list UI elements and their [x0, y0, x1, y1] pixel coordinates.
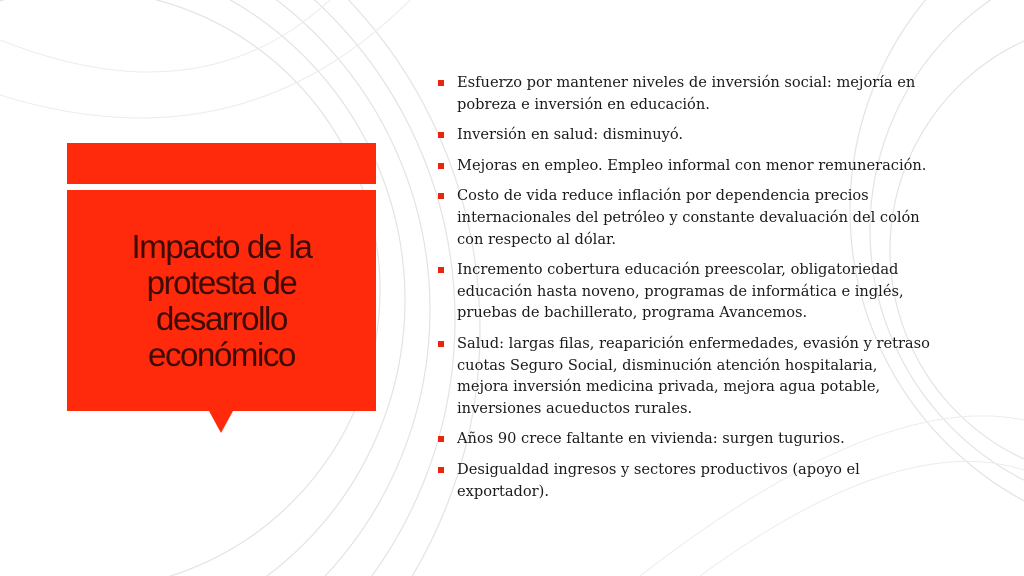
square-bullet-icon — [438, 80, 444, 86]
bullet-item — [437, 333, 932, 419]
bullet-item — [437, 124, 932, 146]
square-bullet-icon — [438, 267, 444, 273]
square-bullet-icon — [438, 341, 444, 347]
bullet-item — [437, 259, 932, 324]
bullet-item — [437, 72, 932, 115]
bullet-text: Costo de vida reduce inflación por dependencia precios internacionales del petróleo y constante devaluación del colón con respecto al dólar. — [457, 187, 920, 248]
square-bullet-icon — [438, 193, 444, 199]
bullet-text: Esfuerzo por mantener niveles de inversión social: mejoría en pobreza e inversión en educación. — [457, 74, 916, 113]
accent-band — [67, 143, 376, 184]
square-bullet-icon — [438, 132, 444, 138]
bullet-text: Inversión en salud: disminuyó. — [457, 126, 684, 144]
bullet-list — [437, 72, 932, 511]
bullet-item — [437, 459, 932, 502]
bullet-text: Mejoras en empleo. Empleo informal con menor remuneración. — [457, 156, 927, 174]
bullet-item — [437, 155, 932, 177]
bullet-text: Años 90 crece faltante en vivienda: surgen tugurios. — [457, 430, 845, 448]
title-pointer — [209, 411, 233, 433]
title-box — [67, 190, 376, 411]
bullet-text: Desigualdad ingresos y sectores productivos (apoyo el exportador). — [457, 460, 860, 500]
square-bullet-icon — [438, 163, 444, 169]
bullet-item — [437, 185, 932, 250]
square-bullet-icon — [438, 436, 444, 442]
square-bullet-icon — [438, 467, 444, 473]
slide-title: Impacto de la protesta de desarrollo económico — [131, 227, 312, 373]
bullet-text: Incremento cobertura educación preescolar, obligatoriedad educación hasta noveno, programas de informática e inglés, pruebas de bachillerato, programa Avancemos. — [457, 261, 904, 322]
bullet-item — [437, 428, 932, 450]
bullet-text: Salud: largas filas, reaparición enfermedades, evasión y retraso cuotas Seguro Social, disminución atención hospitalaria, mejora inversión medicina privada, mejora agua potable, inversiones acueductos rurales. — [457, 334, 930, 417]
